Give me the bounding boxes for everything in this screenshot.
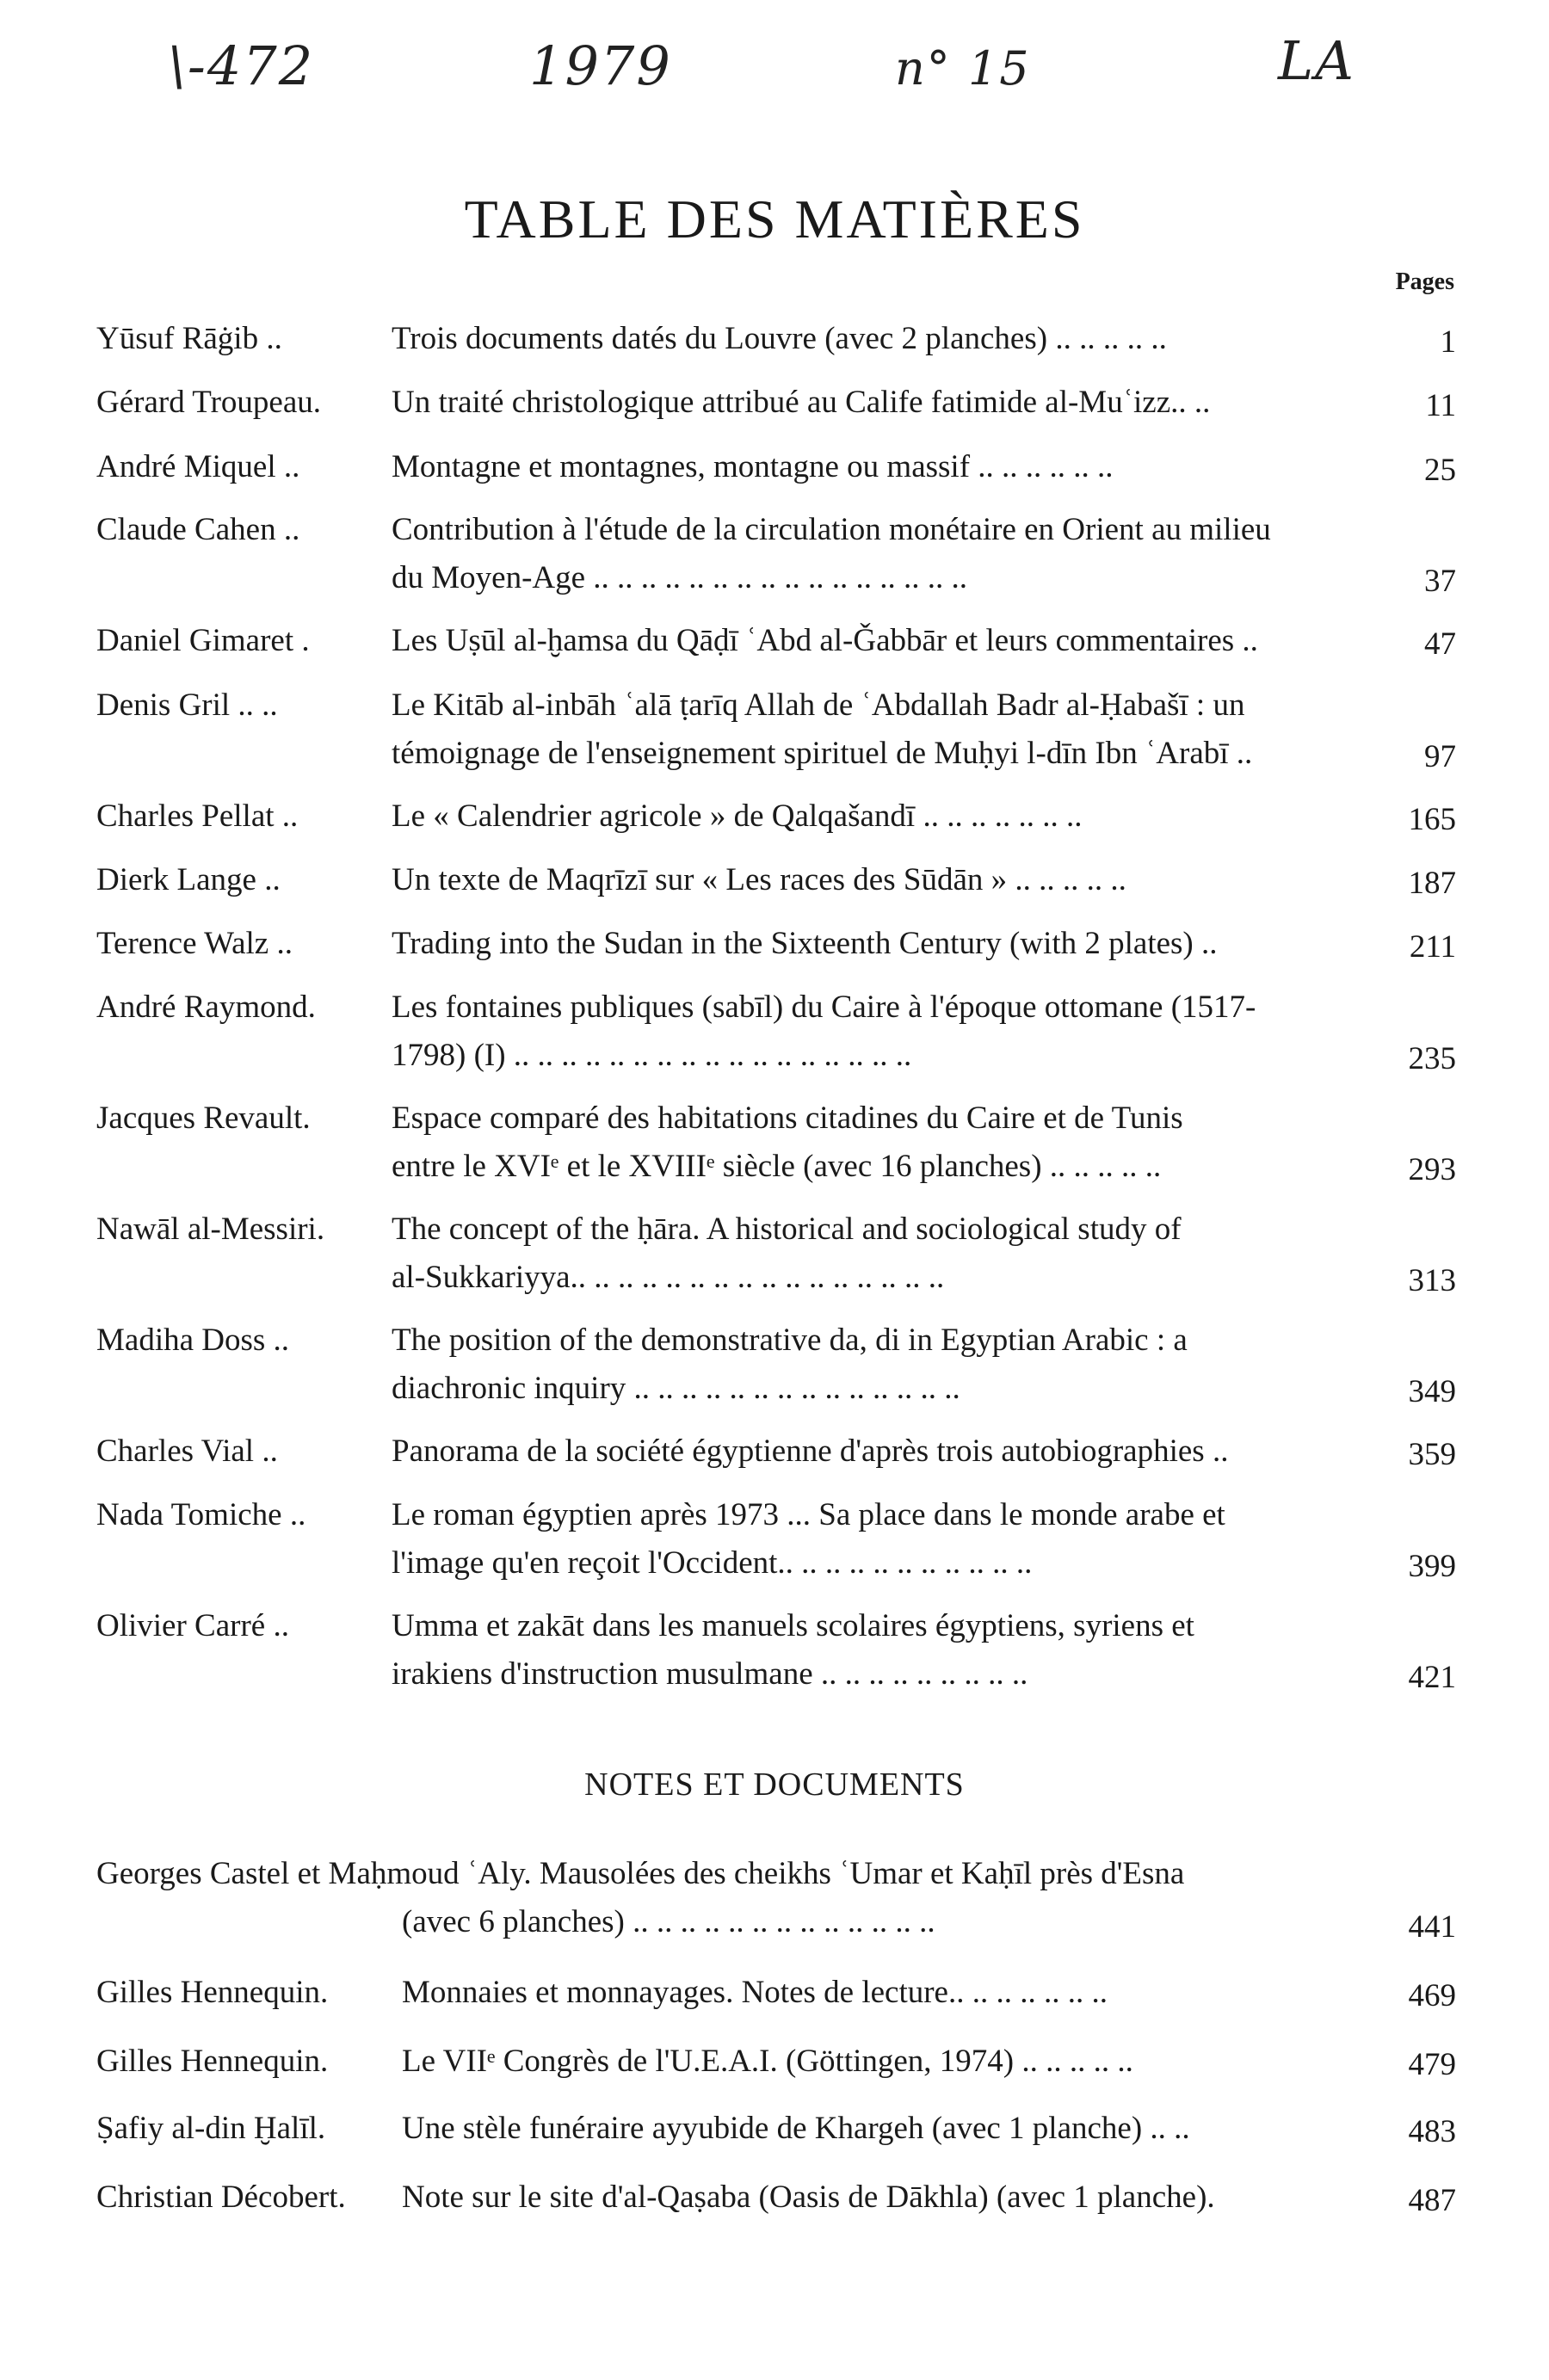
notes-title: Monnaies et monnayages. Notes de lecture.. .. .. .. .. .. .. <box>402 1975 1108 2010</box>
toc-page-number: 165 <box>1408 802 1456 837</box>
toc-title-line: Contribution à l'étude de la circulation monétaire en Orient au milieu <box>392 512 1271 547</box>
toc-page-number: 25 <box>1424 453 1456 488</box>
toc-author: Charles Vial .. <box>96 1434 278 1469</box>
toc-title <box>392 379 1381 427</box>
toc-author: André Raymond. <box>96 990 316 1025</box>
toc-author: Nada Tomiche .. <box>96 1497 306 1532</box>
notes-author-title: Georges Castel et Maḥmoud ʿAly. Mausolées des cheikhs ʿUmar et Kaḥīl près d'Esna <box>96 1856 1185 1891</box>
notes-author: Ṣafiy al-din Ḫalīl. <box>96 2111 326 2146</box>
toc-page-number: 11 <box>1425 388 1456 423</box>
toc-title <box>392 920 1381 968</box>
toc-title-line: Umma et zakāt dans les manuels scolaires égyptiens, syriens et <box>392 1608 1194 1643</box>
toc-title-line: irakiens d'instruction musulmane .. .. .. .. .. .. .. .. .. <box>392 1656 1028 1692</box>
toc-title-line: 1798) (I) .. .. .. .. .. .. .. .. .. .. .. .. .. .. .. .. .. <box>392 1038 912 1073</box>
toc-title-line: Trading into the Sudan in the Sixteenth Century (with 2 plates) .. <box>392 926 1218 961</box>
toc-page-number: 313 <box>1408 1263 1456 1298</box>
toc-title-line: Espace comparé des habitations citadines du Caire et de Tunis <box>392 1101 1183 1136</box>
toc-title-line: l'image qu'en reçoit l'Occident.. .. .. .. .. .. .. .. .. .. .. <box>392 1545 1033 1581</box>
toc-title-line: Un traité christologique attribué au Calife fatimide al-Muʿizz.. .. <box>392 385 1211 420</box>
toc-page-number: 293 <box>1408 1152 1456 1187</box>
toc-title-line: The concept of the ḥāra. A historical and sociological study of <box>392 1212 1182 1247</box>
toc-title <box>392 1491 1381 1588</box>
toc-title-line: diachronic inquiry .. .. .. .. .. .. .. .. .. .. .. .. .. .. <box>392 1371 960 1406</box>
notes-author: Christian Décobert. <box>96 2180 346 2215</box>
handwritten-mark-3: n° 15 <box>895 41 1031 96</box>
handwritten-mark-4: LA <box>1278 29 1355 92</box>
toc-title <box>392 1316 1381 1413</box>
notes-page-number: 479 <box>1408 2047 1456 2082</box>
notes-page-number: 483 <box>1408 2114 1456 2149</box>
toc-title-line: Panorama de la société égyptienne d'après trois autobiographies .. <box>392 1434 1229 1469</box>
toc-title <box>392 1094 1381 1191</box>
toc-author: Dierk Lange .. <box>96 862 281 897</box>
toc-page-number: 399 <box>1408 1549 1456 1584</box>
toc-title <box>392 1602 1381 1699</box>
notes-page-number: 487 <box>1408 2183 1456 2218</box>
toc-page-number: 187 <box>1408 866 1456 901</box>
toc-author: Nawāl al-Messiri. <box>96 1212 325 1247</box>
toc-title-line: Le « Calendrier agricole » de Qalqašandī .. .. .. .. .. .. .. <box>392 798 1083 834</box>
toc-page-number: 1 <box>1440 324 1456 360</box>
toc-title-line: entre le XVIᵉ et le XVIIIᵉ siècle (avec 16 planches) .. .. .. .. .. <box>392 1149 1162 1184</box>
toc-page-number: 97 <box>1424 739 1456 774</box>
toc-page-number: 359 <box>1408 1437 1456 1472</box>
toc-author: André Miquel .. <box>96 449 300 484</box>
toc-page-number: 349 <box>1408 1374 1456 1409</box>
notes-author: Gilles Hennequin. <box>96 2044 329 2079</box>
notes-author: Gilles Hennequin. <box>96 1975 329 2010</box>
handwritten-mark-2: 1979 <box>529 34 672 97</box>
notes-heading: NOTES ET DOCUMENTS <box>584 1767 965 1803</box>
toc-title <box>392 792 1381 841</box>
toc-title <box>392 681 1381 778</box>
notes-page-number: 441 <box>1408 1909 1456 1945</box>
toc-author: Olivier Carré .. <box>96 1608 289 1643</box>
toc-title <box>392 617 1381 665</box>
pages-column-label: Pages <box>1395 268 1454 295</box>
toc-author: Terence Walz .. <box>96 926 293 961</box>
toc-author: Claude Cahen .. <box>96 512 300 547</box>
toc-title <box>392 856 1381 904</box>
notes-title: Une stèle funéraire ayyubide de Khargeh (avec 1 planche) .. .. <box>402 2111 1190 2146</box>
toc-title <box>392 315 1381 363</box>
toc-title-line: Le Kitāb al-inbāh ʿalā ṭarīq Allah de ʿAbdallah Badr al-Ḥabašī : un <box>392 687 1245 723</box>
toc-author: Denis Gril .. .. <box>96 687 278 723</box>
toc-author: Yūsuf Rāġib .. <box>96 321 282 356</box>
toc-title-line: Un texte de Maqrīzī sur « Les races des Sūdān » .. .. .. .. .. <box>392 862 1126 897</box>
toc-page-number: 211 <box>1409 929 1456 965</box>
toc-page-number: 47 <box>1424 626 1456 662</box>
toc-title-line: Les Uṣūl al-ḫamsa du Qāḍī ʿAbd al-Ǧabbār et leurs commentaires .. <box>392 623 1258 658</box>
toc-author: Daniel Gimaret . <box>96 623 310 658</box>
toc-title <box>392 1427 1381 1476</box>
notes-page-number: 469 <box>1408 1978 1456 2013</box>
toc-title-line: Trois documents datés du Louvre (avec 2 planches) .. .. .. .. .. <box>392 321 1167 356</box>
toc-author: Charles Pellat .. <box>96 798 299 834</box>
notes-title-continuation: (avec 6 planches) .. .. .. .. .. .. .. .. .. .. .. .. .. <box>402 1904 935 1939</box>
toc-author: Gérard Troupeau. <box>96 385 322 420</box>
toc-title-line: Les fontaines publiques (sabīl) du Caire à l'époque ottomane (1517- <box>392 990 1256 1025</box>
toc-title <box>392 983 1381 1080</box>
toc-title-line: al-Sukkariyya.. .. .. .. .. .. .. .. .. .. .. .. .. .. .. .. <box>392 1260 945 1295</box>
page-title: TABLE DES MATIÈRES <box>464 188 1085 250</box>
toc-page-number: 235 <box>1408 1041 1456 1076</box>
toc-title-line: du Moyen-Age .. .. .. .. .. .. .. .. .. .. .. .. .. .. .. .. <box>392 560 968 595</box>
toc-page-number: 421 <box>1408 1660 1456 1695</box>
toc-title <box>392 506 1381 602</box>
toc-title-line: The position of the demonstrative da, di in Egyptian Arabic : a <box>392 1323 1188 1358</box>
toc-title-line: Montagne et montagnes, montagne ou massif .. .. .. .. .. .. <box>392 449 1114 484</box>
toc-title-line: témoignage de l'enseignement spirituel de Muḥyi l-dīn Ibn ʿArabī .. <box>392 736 1253 771</box>
toc-author: Jacques Revault. <box>96 1101 311 1136</box>
notes-title: Note sur le site d'al-Qaṣaba (Oasis de Dākhla) (avec 1 planche). <box>402 2180 1215 2215</box>
notes-title: Le VIIᵉ Congrès de l'U.E.A.I. (Göttingen, 1974) .. .. .. .. .. <box>402 2044 1133 2079</box>
toc-title <box>392 443 1381 491</box>
toc-page-number: 37 <box>1424 564 1456 599</box>
toc-author: Madiha Doss .. <box>96 1323 290 1358</box>
toc-title-line: Le roman égyptien après 1973 ... Sa place dans le monde arabe et <box>392 1497 1225 1532</box>
toc-title <box>392 1205 1381 1302</box>
handwritten-mark-1: \-472 <box>168 34 315 97</box>
